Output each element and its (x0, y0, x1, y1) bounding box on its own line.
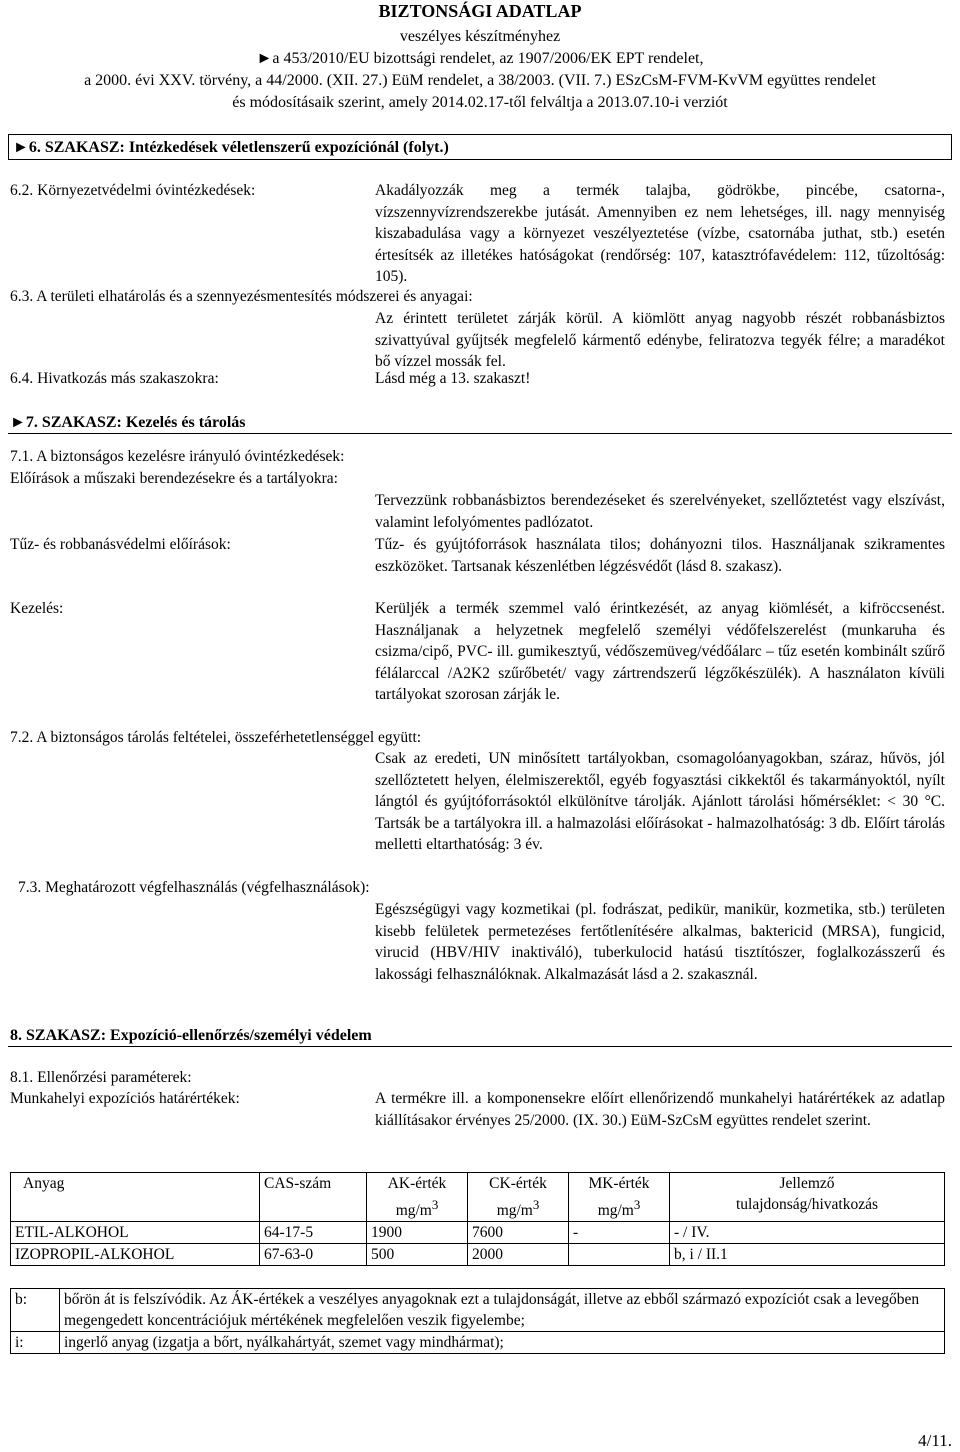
table-cell: 500 (367, 1244, 468, 1266)
handling-text: Kerüljék a termék szemmel való érintkezését, az anyag kiömlését, a kifröccsenést. Használjanak a helyzetnek megfelelő személyi védőfelszerelést (munkaruha és csizma/cipő, PVC- ill. gumikesztyű, védőszemüveg/védőálarc – tűz esetén kombinált szűrő félálarccal /A2K2 szűrőbetét/ vagy zártrendszerű légzőkészülék). A használaton kívüli tartályokat szorosan zárják le. (375, 600, 945, 703)
section-8-heading: 8. SZAKASZ: Expozíció-ellenőrzés/személyi védelem (10, 1027, 372, 1044)
section-6-2-label: 6.2. Környezetvédelmi óvintézkedések: (10, 182, 256, 199)
section-7-2-text: Csak az eredeti, UN minősített tartályokban, csomagolóanyagokban, száraz, hűvös, jól szellőztetett helyen, élelmiszerektől, egyéb fogyasztási cikkektől és takarmányoktól, nyílt lángtól és gyújtóforrásoktól elkülönítve tárolják. Ajánlott tárolási hőmérséklet: < 30 °C. Tartsák be a tartályokra ill. a halmazolási előírásokat - halmazolhatóság: 3 db. Előírt tárolás melletti eltarthatóság: 3 év. (375, 750, 945, 853)
exposure-limits-table (10, 1172, 945, 1266)
section-6-heading: ►6. SZAKASZ: Intézkedések véletlenszerű expozíciónál (folyt.) (8, 134, 952, 160)
section-6-2-text: Akadályozzák meg a termék talajba, gödrökbe, pincébe, csatorna-, vízszennyvízrendszerekbe jutását. Amennyiben ez nem lehetséges, ill. nagy mennyiség kiszabadulása vagy a környezet veszélyeztetése (vízbe, csatornába juthat, stb.) esetén értesítsék az illetékes hatóságokat (rendőrség: 107, katasztrófavédelem: 112, tűzoltóság: 105). (375, 182, 945, 285)
section-7-3-label: 7.3. Meghatározott végfelhasználás (végfelhasználások): (18, 879, 370, 896)
header-cell: AK-érték $mg/m^3$ (367, 1173, 468, 1222)
document-title: BIZTONSÁGI ADATLAP (378, 1, 582, 21)
legend-table (10, 1288, 945, 1354)
section-7-1-label: 7.1. A biztonságos kezelésre irányuló óvintézkedések: (10, 448, 345, 465)
section-6-3-text: Az érintett területet zárják körül. A kiömlött anyag nagyobb részét robbanásbiztos szivattyúval gyűjtsék megfelelő kármentő edénybe, feliratozva tegyék félre; a maradékot bő vízzel mossák fel. (375, 310, 945, 370)
header-line: és módosításaik szerint, amely 2014.02.17-től felváltja a 2013.07.10-i verziót (232, 94, 728, 111)
table-cell: IZOPROPIL-ALKOHOL (11, 1244, 260, 1266)
table-cell: b, i / II.1 (670, 1244, 945, 1266)
header-cell: Anyag (11, 1173, 260, 1222)
section-7-rule (8, 433, 952, 434)
legend-text: ingerlő anyag (izgatja a bőrt, nyálkahártyát, szemet vagy mindhármat); (60, 1332, 945, 1354)
table-row (11, 1222, 945, 1244)
table-cell (569, 1244, 670, 1266)
tech-requirements-text: Tervezzünk robbanásbiztos berendezéseket és szerelvényeket, szellőztetést vagy elszívást, valamint lefolyómentes padlózatot. (375, 492, 945, 531)
section-6-4-label: 6.4. Hivatkozás más szakaszokra: (10, 370, 219, 387)
section-7-3-text: Egészségügyi vagy kozmetikai (pl. fodrászat, pedikür, manikür, kozmetika, stb.) területen kisebb felületek permetezéses fertőtlenítésére alkalmas, baktericid (MRSA), fungicid, virucid (HBV/HIV inaktiváló), tuberkulocid hatású tisztítószer, foglalkozásszerű és lakossági felhasználóknak. Alkalmazását lásd a 2. szakasznál. (375, 901, 945, 983)
table-cell: 1900 (367, 1222, 468, 1244)
section-7-heading: ►7. SZAKASZ: Kezelés és tárolás (10, 414, 246, 431)
handling-label: Kezelés: (10, 600, 64, 617)
table-cell: 7600 (468, 1222, 569, 1244)
table-cell: 2000 (468, 1244, 569, 1266)
legend-key: i: (11, 1332, 60, 1354)
table-cell: - / IV. (670, 1222, 945, 1244)
table-cell: 67-63-0 (260, 1244, 367, 1266)
table-cell: - (569, 1222, 670, 1244)
section-8-rule (8, 1046, 952, 1047)
fire-protection-text: Tűz- és gyújtóforrások használata tilos; dohányozni tilos. Használjanak szikramentes eszközöket. Tartsanak készenlétben légzésvédőt (lásd 8. szakasz). (375, 536, 945, 575)
section-6-4-text: Lásd még a 13. szakaszt! (375, 370, 531, 387)
legend-key: b: (11, 1289, 60, 1332)
legend-row (11, 1289, 945, 1332)
section-7-2-label: 7.2. A biztonságos tárolás feltételei, összeférhetetlenséggel együtt: (10, 729, 422, 746)
table-cell: ETIL-ALKOHOL (11, 1222, 260, 1244)
legend-text: bőrön át is felszívódik. Az ÁK-értékek a veszélyes anyagoknak ezt a tulajdonságát, illetve az ebből származó expozíciót csak a levegőben megengedett koncentrációjuk mértékének megfelelően veszik figyelembe; (60, 1289, 945, 1332)
tech-requirements-label: Előírások a műszaki berendezésekre és a tartályokra: (10, 470, 338, 487)
header-cell: MK-érték $mg/m^3$ (569, 1173, 670, 1222)
header-cell: Jellemző tulajdonság/hivatkozás (670, 1173, 945, 1222)
exposure-limits-text: A termékre ill. a komponensekre előírt ellenőrizendő munkahelyi határértékek az adatlap kiállításakor érvényes 25/2000. (IX. 30.) EüM-SzCsM együttes rendelet szerint. (375, 1090, 945, 1129)
table-cell: 64-17-5 (260, 1222, 367, 1244)
table-row (11, 1244, 945, 1266)
fire-protection-label: Tűz- és robbanásvédelmi előírások: (10, 536, 231, 553)
header-cell: CAS-szám (260, 1173, 367, 1222)
section-6-3-label: 6.3. A területi elhatárolás és a szennyezésmentesítés módszerei és anyagai: (10, 288, 473, 305)
section-8-1-label: 8.1. Ellenőrzési paraméterek: (10, 1069, 192, 1086)
legend-row (11, 1332, 945, 1354)
table-header-row (11, 1173, 945, 1222)
header-line: a 2000. évi XXV. törvény, a 44/2000. (XII. 27.) EüM rendelet, a 38/2003. (VII. 7.) ESzCsM-FVM-KvVM együttes rendelet (84, 72, 876, 89)
header-line: veszélyes készítményhez (399, 28, 561, 45)
page-number: 4/11. (918, 1431, 952, 1450)
header-cell: CK-érték $mg/m^3$ (468, 1173, 569, 1222)
exposure-limits-label: Munkahelyi expozíciós határértékek: (10, 1090, 240, 1107)
header-line: ►a 453/2010/EU bizottsági rendelet, az 1907/2006/EK EPT rendelet, (256, 50, 704, 67)
